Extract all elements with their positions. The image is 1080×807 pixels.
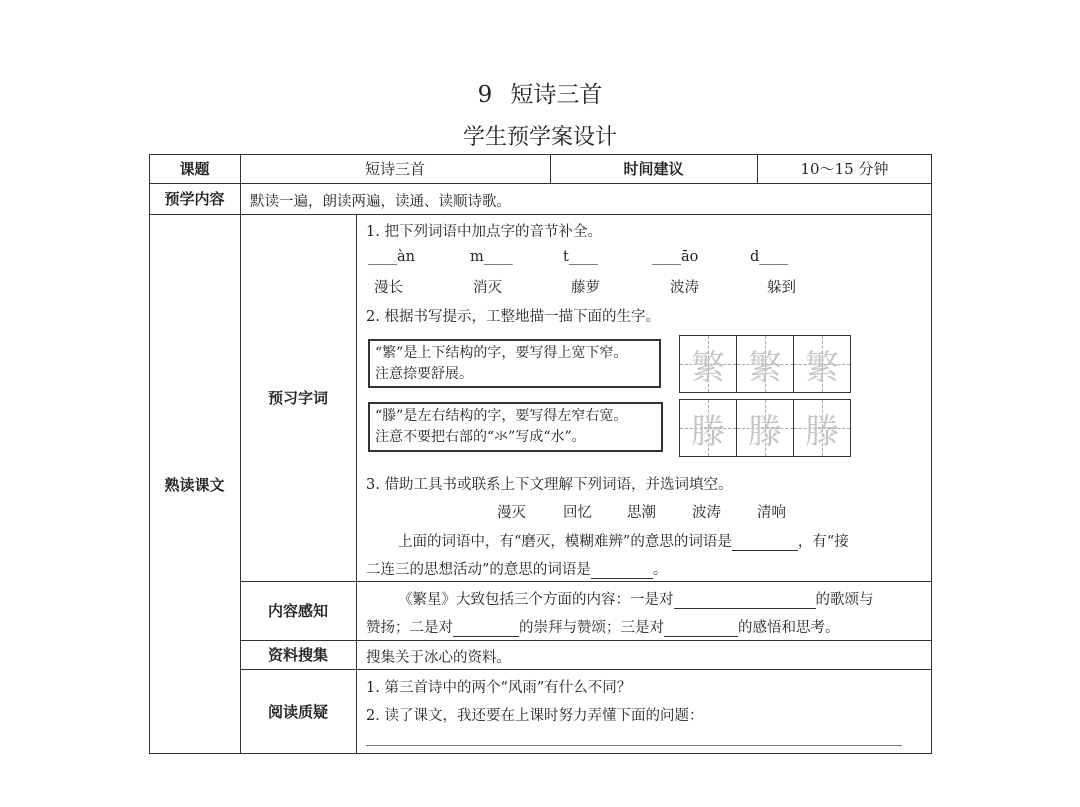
perception-line: 赞扬；二是对 的崇拜与赞颂；三是对 的感悟和思考。 bbox=[366, 620, 840, 636]
vocab-word: 漫长 bbox=[374, 280, 403, 296]
pinyin-item: t____ bbox=[563, 249, 598, 265]
vocab-word: 藤萝 bbox=[571, 280, 600, 296]
section-label: 熟读课文 bbox=[164, 475, 225, 494]
lesson-number: 9 bbox=[477, 82, 493, 108]
tracing-cell[interactable] bbox=[680, 400, 737, 456]
writing-hint-line: “滕”是左右结构的字，要写得左窄右宽。 bbox=[375, 408, 628, 424]
answer-line[interactable] bbox=[366, 745, 902, 746]
vocab-word: 消灭 bbox=[473, 280, 502, 296]
reading-questions-label: 阅读质疑 bbox=[267, 703, 328, 721]
writing-hint-box bbox=[368, 402, 663, 452]
lesson-title bbox=[0, 76, 1080, 109]
topic-value: 短诗三首 bbox=[364, 160, 425, 178]
pinyin-item: ____àn bbox=[368, 249, 415, 265]
tracing-cell[interactable] bbox=[737, 336, 794, 392]
reading-question-2: 2. 读了课文，我还要在上课时努力弄懂下面的问题： bbox=[366, 708, 704, 724]
pinyin-item: m____ bbox=[470, 249, 513, 265]
answer-blank[interactable] bbox=[664, 622, 738, 637]
content-perception-label: 内容感知 bbox=[267, 602, 328, 620]
preview-content-text: 默读一遍，朗读两遍，读通、读顺诗歌。 bbox=[250, 194, 511, 210]
choice-word: 漫灭 bbox=[497, 505, 526, 521]
vocab-label: 预习字词 bbox=[267, 389, 328, 407]
materials-label: 资料搜集 bbox=[267, 646, 328, 664]
trace-character: 滕 bbox=[805, 411, 839, 452]
trace-character: 繁 bbox=[691, 347, 725, 388]
tracing-cell[interactable] bbox=[794, 336, 850, 392]
fill-sentence-line: 上面的词语中，有“磨灭，模糊难辨”的意思的词语是 ，有“接 bbox=[398, 534, 849, 550]
writing-hint-line: 注意不要把右部的“氺”写成“水”。 bbox=[375, 429, 586, 445]
pinyin-item: d____ bbox=[750, 249, 789, 265]
tracing-grid bbox=[679, 399, 851, 457]
answer-blank[interactable] bbox=[591, 564, 653, 579]
vocab-question-2: 2. 根据书写提示，工整地描一描下面的生字。 bbox=[366, 309, 660, 325]
writing-hint-line: “繁”是上下结构的字，要写得上宽下窄。 bbox=[375, 345, 628, 361]
worksheet-subtitle: 学生预学案设计 bbox=[462, 125, 617, 150]
materials-text: 搜集关于冰心的资料。 bbox=[366, 650, 511, 666]
vocab-question-3: 3. 借助工具书或联系上下文理解下列词语，并选词填空。 bbox=[366, 477, 733, 493]
writing-hint-box bbox=[368, 339, 661, 388]
reading-question-1: 1. 第三首诗中的两个“风雨”有什么不同？ bbox=[366, 680, 632, 696]
tracing-cell[interactable] bbox=[794, 400, 850, 456]
answer-blank[interactable] bbox=[453, 622, 519, 637]
tracing-cell[interactable] bbox=[680, 336, 737, 392]
tracing-cell[interactable] bbox=[737, 400, 794, 456]
fill-sentence-line: 二连三的思想活动”的意思的词语是 。 bbox=[366, 562, 668, 578]
vocab-question-1: 1. 把下列词语中加点字的音节补全。 bbox=[366, 224, 602, 240]
trace-character: 繁 bbox=[748, 347, 782, 388]
choice-word: 波涛 bbox=[692, 505, 721, 521]
choice-word: 回忆 bbox=[563, 505, 592, 521]
answer-blank[interactable] bbox=[732, 536, 798, 551]
topic-label: 课题 bbox=[179, 160, 210, 178]
choice-word: 清响 bbox=[757, 505, 786, 521]
preview-content-label: 预学内容 bbox=[164, 190, 225, 208]
tracing-grid bbox=[679, 335, 851, 393]
time-value: 10～15 分钟 bbox=[800, 160, 889, 178]
vocab-word: 波涛 bbox=[670, 280, 699, 296]
trace-character: 滕 bbox=[748, 411, 782, 452]
trace-character: 繁 bbox=[805, 347, 839, 388]
lesson-title-text: 短诗三首 bbox=[510, 82, 603, 108]
vocab-word: 躲到 bbox=[767, 280, 796, 296]
pinyin-item: ____āo bbox=[652, 249, 699, 265]
row-divider bbox=[149, 183, 932, 184]
trace-character: 滕 bbox=[691, 411, 725, 452]
column-divider bbox=[356, 214, 357, 754]
answer-blank[interactable] bbox=[674, 594, 816, 609]
choice-word: 思潮 bbox=[627, 505, 656, 521]
writing-hint-line: 注意捺要舒展。 bbox=[375, 366, 473, 382]
perception-line: 《繁星》大致包括三个方面的内容：一是对 的歌颂与 bbox=[398, 592, 874, 608]
time-label: 时间建议 bbox=[623, 160, 684, 178]
